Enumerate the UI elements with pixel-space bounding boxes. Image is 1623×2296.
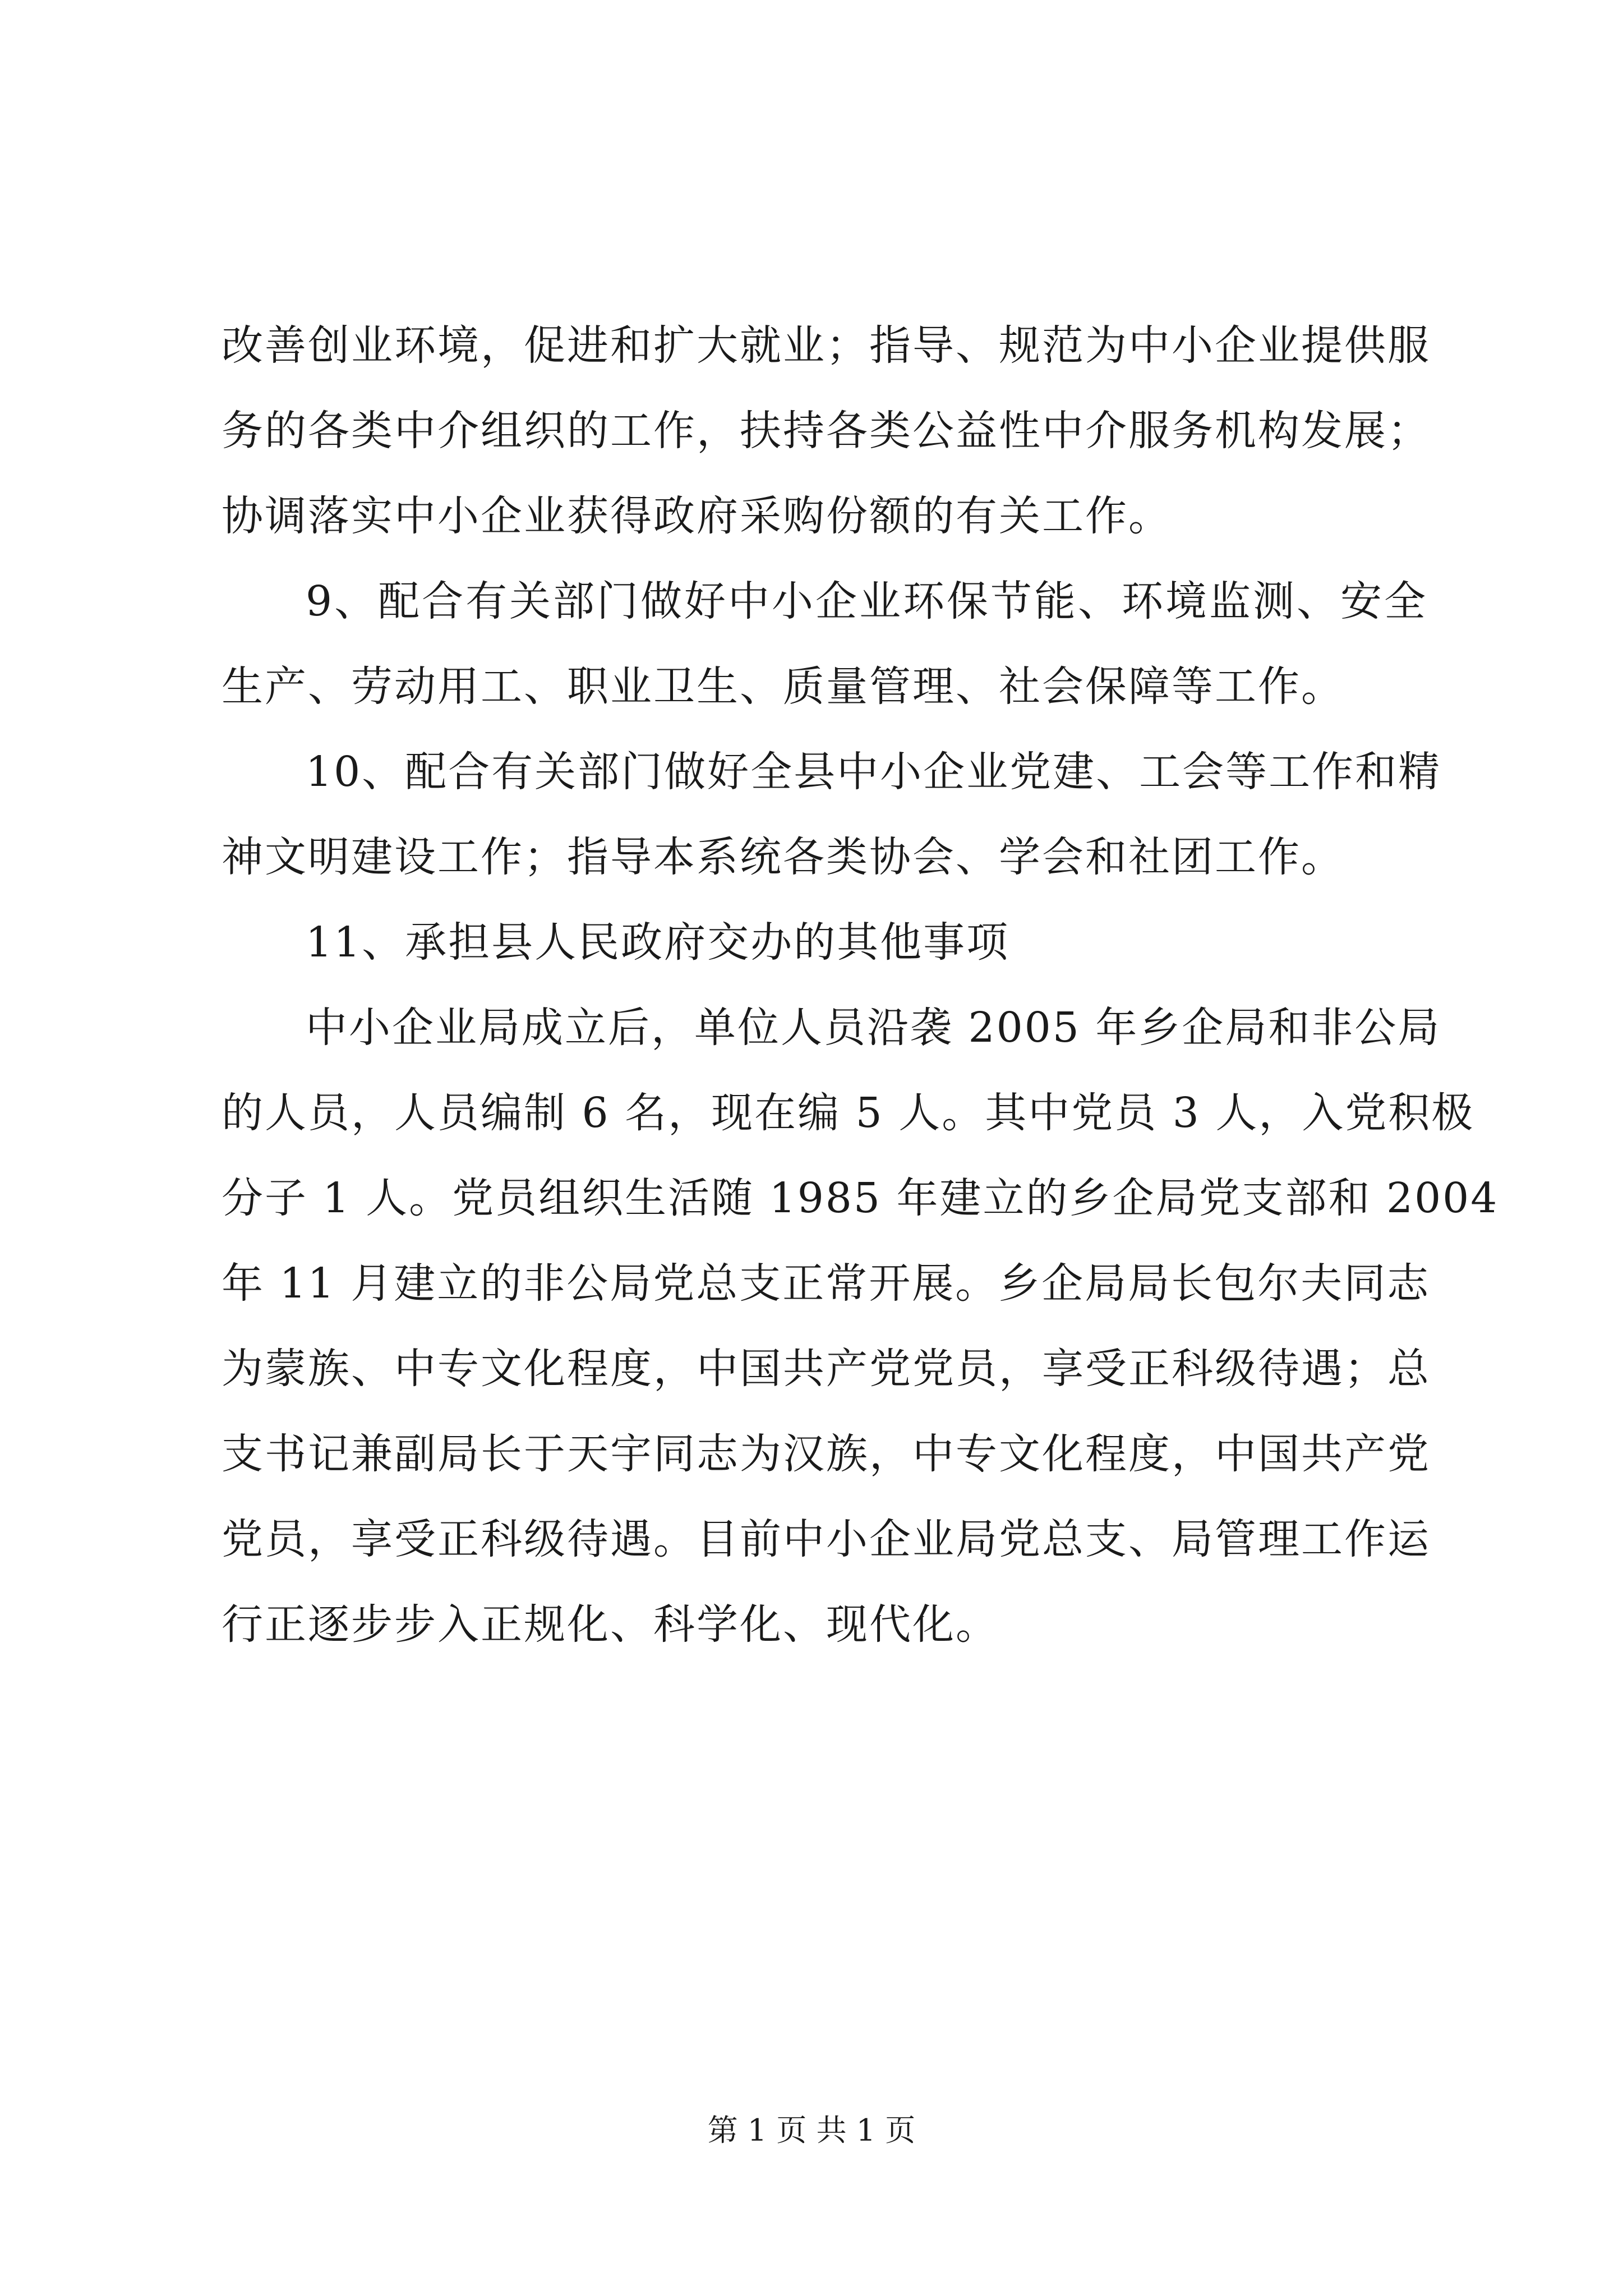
text-line: 分子 1 人。党员组织生活随 1985 年建立的乡企局党支部和 2004 bbox=[222, 1174, 1499, 1222]
text-line: 改善创业环境，促进和扩大就业；指导、规范为中小企业提供服 bbox=[222, 321, 1431, 370]
text-line: 为蒙族、中专文化程度，中国共产党党员，享受正科级待遇；总 bbox=[222, 1345, 1431, 1393]
page-footer: 第 1 页 共 1 页 bbox=[707, 2113, 916, 2148]
document-body bbox=[222, 303, 1499, 1667]
paragraph-start-line: 11、承担县人民政府交办的其他事项 bbox=[306, 918, 1010, 967]
paragraph-start-line: 中小企业局成立后，单位人员沿袭 2005 年乡企局和非公局 bbox=[306, 1004, 1441, 1052]
text-line: 支书记兼副局长于天宇同志为汉族，中专文化程度，中国共产党 bbox=[222, 1430, 1431, 1478]
text-line: 神文明建设工作；指导本系统各类协会、学会和社团工作。 bbox=[222, 833, 1344, 881]
text-line: 协调落实中小企业获得政府采购份额的有关工作。 bbox=[222, 492, 1172, 540]
paragraph-start-line: 9、配合有关部门做好中小企业环保节能、环境监测、安全 bbox=[306, 577, 1427, 625]
text-line: 年 11 月建立的非公局党总支正常开展。乡企局局长包尔夫同志 bbox=[222, 1259, 1431, 1308]
text-line: 的人员，人员编制 6 名，现在编 5 人。其中党员 3 人，入党积极 bbox=[222, 1089, 1475, 1137]
text-line: 务的各类中介组织的工作，扶持各类公益性中介服务机构发展； bbox=[222, 407, 1431, 455]
text-line: 党员，享受正科级待遇。目前中小企业局党总支、局管理工作运 bbox=[222, 1515, 1431, 1563]
text-line: 行正逐步步入正规化、科学化、现代化。 bbox=[222, 1600, 999, 1649]
text-line: 生产、劳动用工、职业卫生、质量管理、社会保障等工作。 bbox=[222, 662, 1344, 711]
paragraph-start-line: 10、配合有关部门做好全县中小企业党建、工会等工作和精 bbox=[306, 748, 1442, 796]
